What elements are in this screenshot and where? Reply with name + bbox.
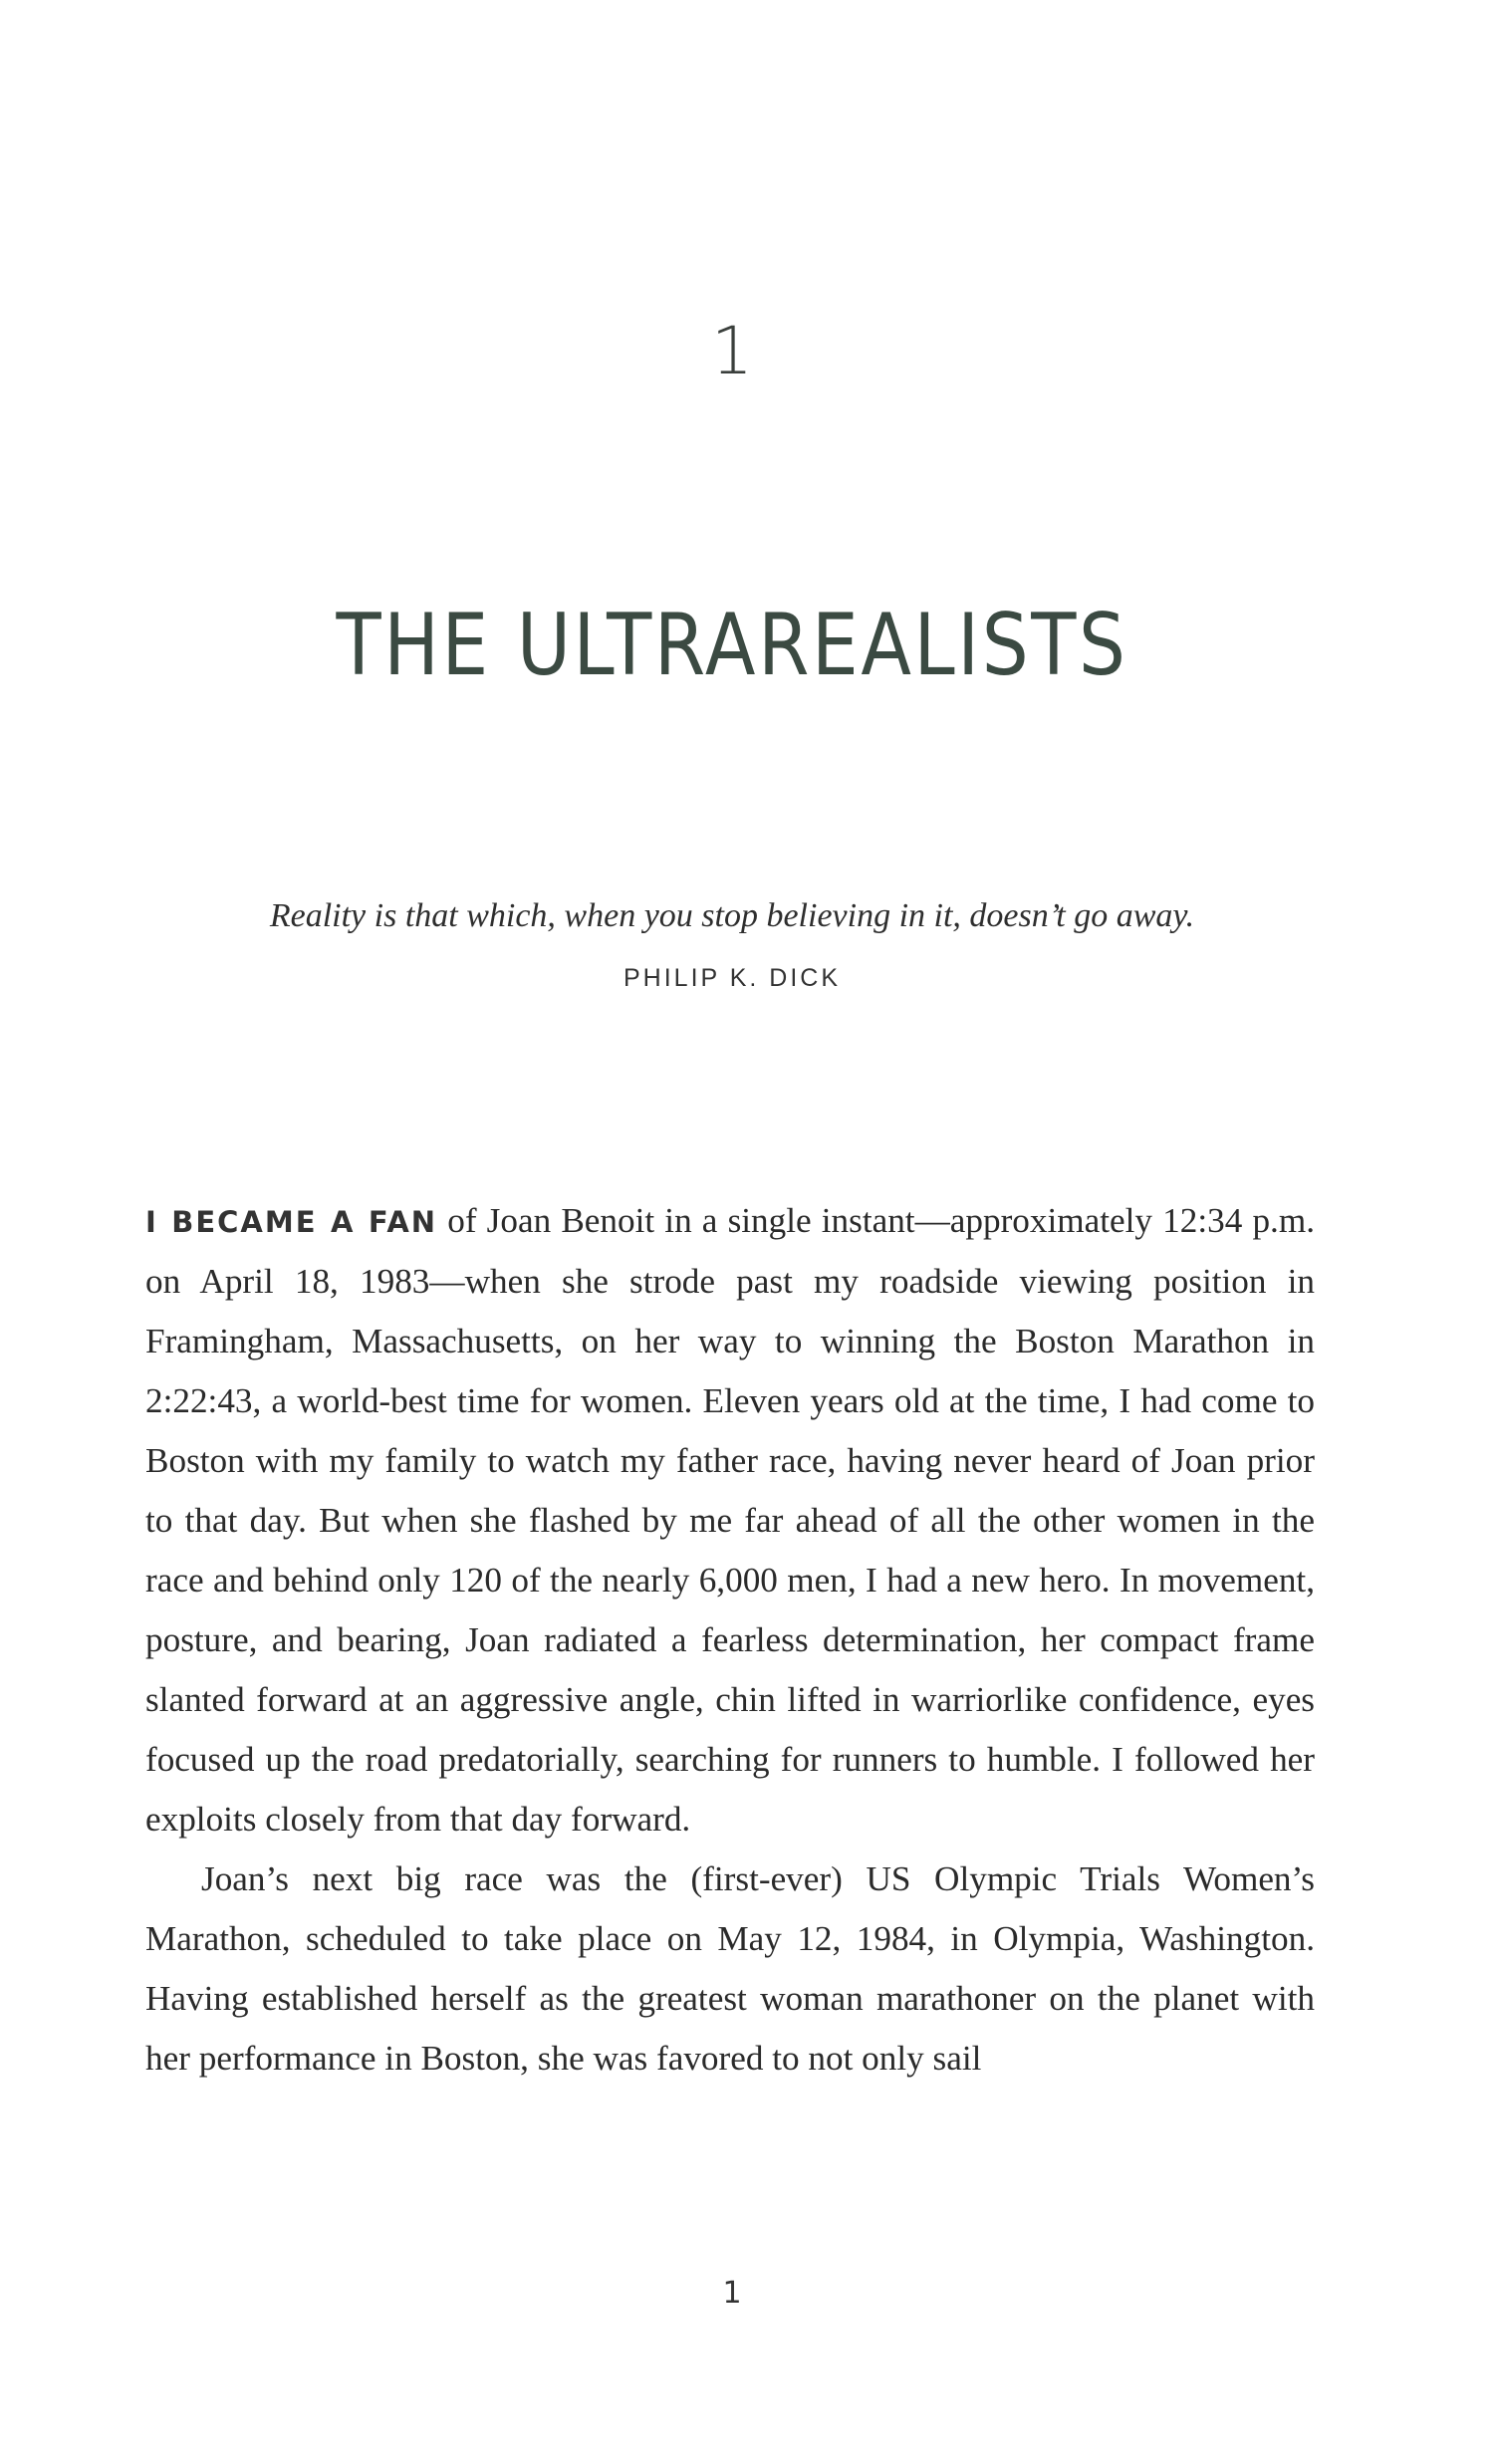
chapter-body [145,1191,1315,2089]
epigraph-author: PHILIP K. DICK [623,964,841,992]
chapter-title: THE ULTRAREALISTS [336,596,1128,695]
epigraph-quote: Reality is that which, when you stop believing in it, doesn’t go away. [269,897,1195,934]
chapter-number: 1 [711,313,753,389]
page-number: 1 [722,2276,742,2311]
body-paragraph [145,1191,1315,1849]
lead-in: I BECAME A FAN [145,1205,438,1239]
paragraph-text: of Joan Benoit in a single instant—approximately 12:34 p.m. on April 18, 1983—when she strode past my roadside viewing position in Framingham, Massachusetts, on her way to winning the Boston Marathon in 2:22:43, a world-best time for women. Eleven years old at the time, I had come to Boston with my family to watch my father race, having never heard of Joan prior to that day. But when she flashed by me far ahead of all the other women in the race and behind only 120 of the nearly 6,000 men, I had a new hero. In movement, posture, and bearing, Joan radiated a fearless determination, her compact frame slanted forward at an aggressive angle, chin lifted in warriorlike confidence, eyes focused up the road predatorially, searching for runners to humble. I followed her exploits closely from that day forward. [145,1201,1316,1839]
body-paragraph: Joan’s next big race was the (first-ever) US Olympic Trials Women’s Marathon, scheduled to take place on May 12, 1984, in Olympia, Washington. Having established herself as the greatest woman marathoner on the planet with her performance in Boston, she was favored to not only sail [145,1859,1315,2078]
